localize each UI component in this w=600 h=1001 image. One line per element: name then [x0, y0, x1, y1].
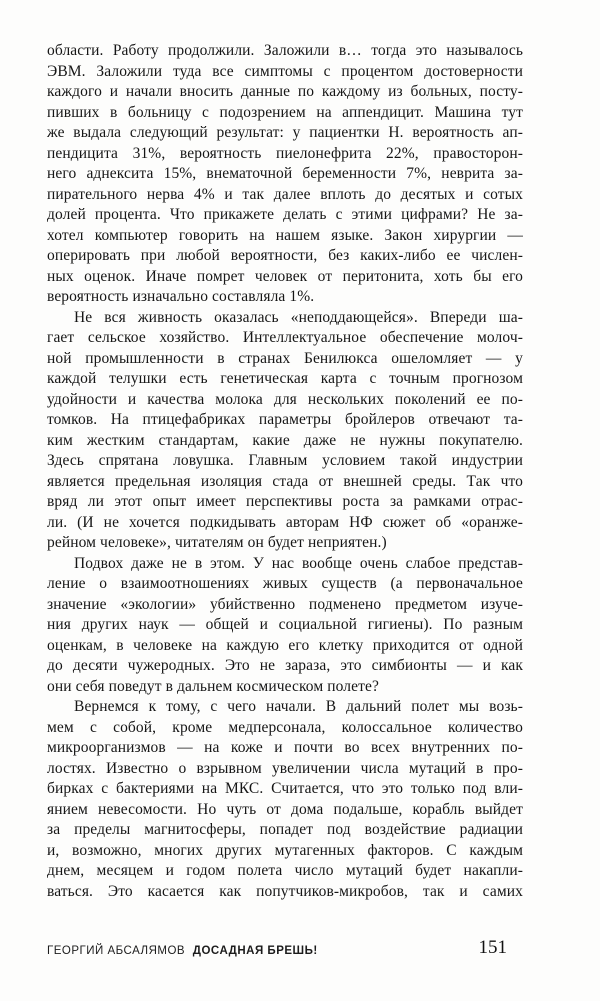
text-line: оценкам, в человеке на каждую его клетку приходится от одной	[47, 636, 523, 654]
page-number: 151	[478, 937, 507, 958]
footer-book-title: ДОСАДНАЯ БРЕШЬ!	[192, 945, 318, 957]
text-line: удойности и качества молока для нескольких поколений ее по-	[47, 390, 523, 408]
text-line: ния других наук — общей и социальной гигиены). По разным	[47, 616, 523, 633]
text-line: микроорганизмов — на коже и почти во всех внутренних по-	[47, 739, 523, 756]
page-footer	[47, 937, 600, 965]
text-line: лостях. Известно о взрывном увеличении числа мутаций в про-	[47, 759, 523, 777]
text-line: янием невесомости. Но чуть от дома подальше, корабль выйдет	[47, 800, 523, 818]
text-line: до десяти чужеродных. Это не зараза, это симбионты — и как	[47, 657, 523, 674]
text-line: мем с собой, кроме медперсонала, колоссальное количество	[47, 718, 523, 736]
text-line: значение «экологии» убийственно подменено предметом изуче-	[47, 595, 523, 613]
footer-caption	[47, 945, 318, 957]
footer-author: ГЕОРГИЙ АБСАЛЯМОВ	[47, 945, 186, 957]
text-line: каждой телушки есть генетическая карта с точным прогнозом	[47, 370, 523, 387]
text-line: томков. На птицефабриках параметры бройлеров отвечают та-	[47, 411, 523, 428]
text-line: они себя поведут в дальнем космическом полете?	[47, 677, 379, 695]
text-line: ление о взаимоотношениях живых существ (а первоначальное	[47, 575, 523, 592]
text-line: ЭВМ. Заложили туда все симптомы с процентом достоверности	[47, 62, 523, 80]
body-text	[47, 41, 523, 902]
text-line: вероятность изначально составляла 1%.	[47, 288, 315, 305]
text-line: ким жестким стандартам, какие даже не нужны покупателю.	[47, 431, 523, 449]
text-line: днем, месяцем и годом полета число мутаций будет накапли-	[47, 862, 523, 879]
text-line: оперировать при любой вероятности, без каких-либо ее числен-	[47, 247, 523, 264]
text-line: ной промышленности в странах Бенилюкса ошеломляет — у	[47, 349, 523, 367]
text-line: за пределы магнитосферы, попадет под воздействие радиации	[47, 821, 523, 838]
text-line: рейном человеке», читателям он будет неприятен.)	[47, 534, 387, 551]
text-line: ваться. Это касается как попутчиков-микробов, так и самих	[47, 882, 523, 900]
text-line: пирательного нерва 4% и так далее вплоть до десятых и сотых	[47, 185, 523, 203]
text-line: Здесь спрятана ловушка. Главным условием такой индустрии	[47, 452, 523, 469]
text-line: вряд ли этот опыт имеет перспективы роста за рамками отрас-	[47, 493, 523, 510]
text-line: бирках с бактериями на МКС. Считается, что это только под вли-	[47, 780, 523, 797]
text-line: пивших в больницу с подозрением на аппендицит. Машина тут	[47, 103, 523, 121]
text-line: него аднексита 15%, внематочной беременности 7%, неврита за-	[47, 165, 523, 182]
text-line: Не вся живность оказалась «неподдающейся». Впереди ша-	[74, 308, 523, 326]
text-line: долей процента. Что прикажете делать с этими цифрами? Не за-	[47, 206, 523, 223]
text-line: пендицита 31%, вероятность пиелонефрита 22%, правосторон-	[47, 144, 523, 162]
text-line: является предельная изоляция стада от внешней среды. Так что	[47, 472, 523, 490]
text-line: Вернемся к тому, с чего начали. В дальний полет мы возь-	[74, 698, 523, 715]
text-line: ли. (И не хочется подкидывать авторам НФ сюжет об «оранже-	[47, 513, 523, 531]
text-line: Подвох даже не в этом. У нас вообще очень слабое представ-	[74, 554, 523, 572]
text-line: гает сельское хозяйство. Интеллектуальное обеспечение молоч-	[47, 329, 523, 346]
text-line: хотел компьютер говорить на нашем языке. Закон хирургии —	[47, 226, 523, 244]
text-line: ных оценок. Иначе помрет человек от перитонита, хоть бы его	[47, 267, 523, 285]
text-line: области. Работу продолжили. Заложили в… тогда это называлось	[47, 42, 523, 59]
text-line: и, возможно, многих других мутагенных факторов. С каждым	[47, 841, 523, 859]
text-line: же выдала следующий результат: у пациентки Н. вероятность ап-	[47, 124, 523, 141]
text-line: каждого и начали вносить данные по каждому из больных, посту-	[47, 83, 523, 100]
